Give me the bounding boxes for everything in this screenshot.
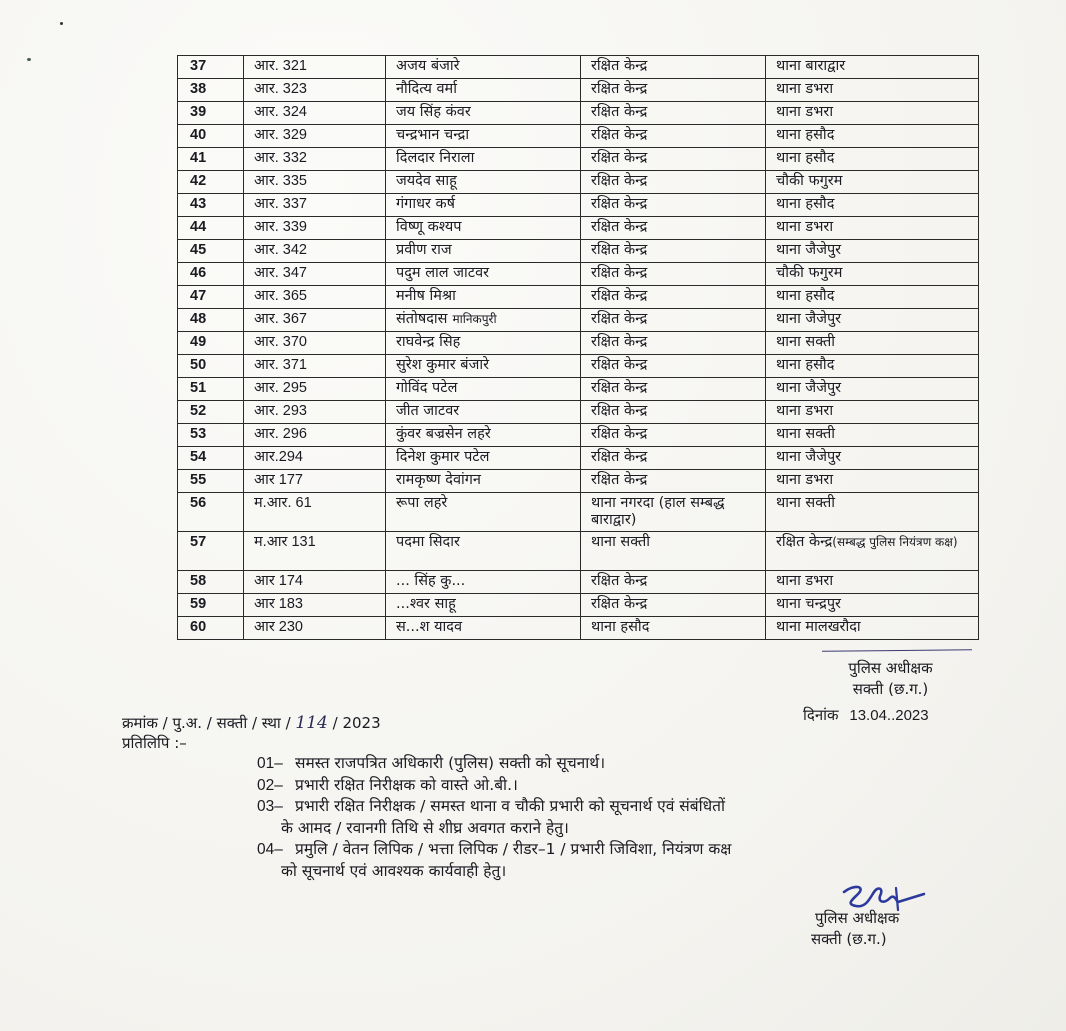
ref-prefix: क्रमांक / पु.अ. / सक्ती / स्था / — [122, 714, 291, 732]
employee-name-text: जयदेव साहू — [396, 173, 457, 189]
posted-from-cell — [581, 125, 766, 148]
posted-to-text: थाना हसौद — [776, 196, 835, 212]
posted-from-cell — [581, 56, 766, 79]
badge-number-cell — [244, 56, 386, 79]
employee-name-cell — [386, 401, 581, 424]
badge-number-text: आर. 371 — [254, 357, 307, 373]
badge-number-text: आर. 365 — [254, 288, 307, 304]
employee-name-cell — [386, 470, 581, 493]
employee-name-cell — [386, 309, 581, 332]
posted-to-text: थाना डभरा — [776, 573, 834, 589]
employee-name-cell — [386, 125, 581, 148]
serial-number-text: 58 — [190, 573, 207, 589]
serial-number-cell — [178, 217, 244, 240]
serial-number-cell — [178, 286, 244, 309]
posted-to-cell — [766, 532, 979, 571]
copy-to-list — [257, 753, 977, 882]
serial-number-text: 49 — [190, 334, 207, 350]
badge-number-cell — [244, 532, 386, 571]
employee-name-cell — [386, 355, 581, 378]
serial-number-text: 44 — [190, 219, 207, 235]
table-row — [178, 355, 979, 378]
serial-number-text: 39 — [190, 104, 207, 120]
serial-number-text: 52 — [190, 403, 207, 419]
badge-number-text: आर 174 — [254, 573, 303, 589]
table-row — [178, 532, 979, 571]
serial-number-text: 54 — [190, 449, 207, 465]
copy-item-number: 01– — [257, 755, 283, 772]
serial-number-text: 50 — [190, 357, 207, 373]
posted-to-text: चौकी फगुरम — [776, 265, 843, 281]
badge-number-cell — [244, 102, 386, 125]
serial-number-text: 47 — [190, 288, 207, 304]
employee-name-cell — [386, 532, 581, 571]
badge-number-cell — [244, 470, 386, 493]
badge-number-text: आर. 321 — [254, 58, 307, 74]
posted-from-cell — [581, 532, 766, 571]
posted-from-cell — [581, 217, 766, 240]
posted-to-cell — [766, 571, 979, 594]
posted-from-cell — [581, 332, 766, 355]
ref-suffix: / 2023 — [332, 714, 381, 732]
serial-number-text: 46 — [190, 265, 207, 281]
posted-to-cell — [766, 470, 979, 493]
serial-number-cell — [178, 378, 244, 401]
posted-to-text: थाना हसौद — [776, 357, 835, 373]
posted-to-cell — [766, 194, 979, 217]
table-row — [178, 79, 979, 102]
employee-name-text: पदमा सिदार — [396, 534, 460, 550]
order-date — [803, 705, 929, 725]
posted-to-cell — [766, 424, 979, 447]
table-row — [178, 378, 979, 401]
table-row — [178, 332, 979, 355]
posted-from-text: रक्षित केन्द्र — [591, 288, 648, 304]
posted-from-cell — [581, 148, 766, 171]
badge-number-text: म.आर 131 — [254, 534, 316, 550]
employee-name-text: दिलदार निराला — [396, 150, 475, 166]
posted-to-cell — [766, 309, 979, 332]
posted-to-text: थाना हसौद — [776, 288, 835, 304]
badge-number-text: आर. 293 — [254, 403, 307, 419]
badge-number-text: आर. 324 — [254, 104, 307, 120]
employee-name-text: गोविंद पटेल — [396, 380, 458, 396]
signatory-place: सक्ती (छ.ग.) — [811, 930, 887, 948]
posted-to-note: (सम्बद्ध पुलिस नियंत्रण कक्ष) — [832, 535, 958, 549]
posted-to-cell — [766, 102, 979, 125]
employee-name-cell — [386, 594, 581, 617]
posted-to-text: थाना हसौद — [776, 127, 835, 143]
table-row — [178, 194, 979, 217]
employee-name-text: चन्द्रभान चन्द्रा — [396, 127, 470, 143]
employee-name-text: मनीष मिश्रा — [396, 288, 456, 304]
serial-number-cell — [178, 79, 244, 102]
posted-to-cell — [766, 447, 979, 470]
badge-number-cell — [244, 217, 386, 240]
copy-item — [257, 753, 977, 775]
transfer-table — [177, 55, 979, 640]
posted-from-text: रक्षित केन्द्र — [591, 334, 648, 350]
serial-number-cell — [178, 594, 244, 617]
employee-name-suffix: मानिकपुरी — [452, 312, 497, 326]
posted-from-text: रक्षित केन्द्र — [591, 426, 648, 442]
posted-from-text: रक्षित केन्द्र — [591, 449, 648, 465]
posted-to-text: रक्षित केन्द्र — [776, 534, 833, 550]
posted-to-text: थाना हसौद — [776, 150, 835, 166]
serial-number-cell — [178, 194, 244, 217]
employee-name-text: जीत जाटवर — [396, 403, 460, 419]
ref-number-handwritten: 114 — [295, 713, 328, 733]
employee-name-text: राघवेन्द्र सिह — [396, 334, 461, 350]
badge-number-cell — [244, 263, 386, 286]
serial-number-text: 59 — [190, 596, 207, 612]
badge-number-text: आर. 332 — [254, 150, 307, 166]
employee-name-text: कुंवर बज्रसेन लहरे — [396, 426, 491, 442]
posted-to-text: थाना डभरा — [776, 403, 834, 419]
posted-from-cell — [581, 493, 766, 532]
employee-name-text: गंगाधर कर्ष — [396, 196, 456, 212]
employee-name-text: दिनेश कुमार पटेल — [396, 449, 490, 465]
copy-item-text: प्रमुलि / वेतन लिपिक / भत्ता लिपिक / रीडर–1 / प्रभारी जिविशा, नियंत्रण कक्ष — [295, 840, 732, 858]
signatory-bottom — [811, 908, 965, 950]
badge-number-cell — [244, 309, 386, 332]
badge-number-text: म.आर. 61 — [254, 495, 312, 511]
employee-name-text: स...श यादव — [396, 619, 463, 635]
posted-from-text: रक्षित केन्द्र — [591, 573, 648, 589]
posted-from-cell — [581, 594, 766, 617]
badge-number-text: आर. 347 — [254, 265, 307, 281]
employee-name-cell — [386, 148, 581, 171]
posted-from-text: रक्षित केन्द्र — [591, 196, 648, 212]
serial-number-text: 56 — [190, 495, 207, 511]
posted-to-cell — [766, 493, 979, 532]
serial-number-cell — [178, 309, 244, 332]
employee-name-cell — [386, 424, 581, 447]
serial-number-cell — [178, 148, 244, 171]
posted-from-cell — [581, 240, 766, 263]
posted-to-cell — [766, 148, 979, 171]
employee-name-cell — [386, 171, 581, 194]
table-row — [178, 424, 979, 447]
posted-to-cell — [766, 332, 979, 355]
posted-to-text: थाना डभरा — [776, 472, 834, 488]
table-row — [178, 447, 979, 470]
table-row — [178, 148, 979, 171]
copy-item — [257, 796, 977, 818]
posted-from-text: रक्षित केन्द्र — [591, 265, 648, 281]
serial-number-cell — [178, 263, 244, 286]
badge-number-cell — [244, 571, 386, 594]
employee-name-text: अजय बंजारे — [396, 58, 460, 74]
table-row — [178, 594, 979, 617]
posted-to-cell — [766, 617, 979, 640]
serial-number-text: 53 — [190, 426, 207, 442]
posted-to-text: थाना सक्ती — [776, 495, 836, 511]
badge-number-cell — [244, 594, 386, 617]
posted-from-text: रक्षित केन्द्र — [591, 219, 648, 235]
table-row — [178, 102, 979, 125]
copy-item-number: 04– — [257, 841, 283, 858]
order-reference — [122, 713, 381, 733]
copy-item — [257, 839, 977, 861]
posted-to-text: थाना बाराद्वार — [776, 58, 846, 74]
copy-item-continuation: को सूचनार्थ एवं आवश्यक कार्यवाही हेतु। — [281, 861, 507, 880]
posted-from-text: रक्षित केन्द्र — [591, 596, 648, 612]
serial-number-cell — [178, 571, 244, 594]
serial-number-text: 57 — [190, 534, 207, 550]
posted-from-cell — [581, 263, 766, 286]
posted-from-cell — [581, 401, 766, 424]
serial-number-cell — [178, 56, 244, 79]
signatory-place: सक्ती (छ.ग.) — [852, 680, 929, 698]
serial-number-cell — [178, 470, 244, 493]
badge-number-text: आर. 370 — [254, 334, 307, 350]
table-row — [178, 493, 979, 532]
employee-name-cell — [386, 240, 581, 263]
table-row — [178, 286, 979, 309]
table-row — [178, 309, 979, 332]
serial-number-text: 37 — [190, 58, 207, 74]
employee-name-cell — [386, 571, 581, 594]
table-row — [178, 217, 979, 240]
posted-to-cell — [766, 355, 979, 378]
badge-number-text: आर. 342 — [254, 242, 307, 258]
serial-number-cell — [178, 493, 244, 532]
serial-number-cell — [178, 332, 244, 355]
serial-number-cell — [178, 240, 244, 263]
copy-item-text: समस्त राजपत्रित अधिकारी (पुलिस) सक्ती को सूचनार्थ। — [295, 754, 606, 772]
posted-from-text: थाना हसौद — [591, 619, 650, 635]
signatory-designation: पुलिस अधीक्षक — [848, 659, 933, 677]
badge-number-text: आर. 295 — [254, 380, 307, 396]
employee-name-text: संतोषदास — [396, 311, 448, 327]
posted-to-text: थाना सक्ती — [776, 334, 836, 350]
serial-number-cell — [178, 171, 244, 194]
badge-number-cell — [244, 194, 386, 217]
serial-number-text: 40 — [190, 127, 207, 143]
posted-from-cell — [581, 617, 766, 640]
copy-item-continuation: के आमद / रवानगी तिथि से शीघ्र अवगत कराने हेतु। — [281, 818, 569, 837]
copy-to-heading: प्रतिलिपि :– — [122, 734, 187, 752]
signature-rule — [822, 649, 972, 652]
posted-to-cell — [766, 263, 979, 286]
posted-to-text: थाना जैजेपुर — [776, 449, 842, 465]
date-label: दिनांक — [803, 706, 839, 724]
employee-name-text: रूपा लहरे — [396, 495, 448, 511]
serial-number-text: 38 — [190, 81, 207, 97]
posted-to-text: थाना डभरा — [776, 219, 834, 235]
badge-number-cell — [244, 355, 386, 378]
serial-number-text: 55 — [190, 472, 207, 488]
copy-item-number: 02– — [257, 776, 283, 794]
posted-from-text: रक्षित केन्द्र — [591, 104, 648, 120]
badge-number-text: आर.294 — [254, 449, 303, 465]
employee-name-text: पदुम लाल जाटवर — [396, 265, 490, 281]
badge-number-cell — [244, 424, 386, 447]
badge-number-cell — [244, 171, 386, 194]
table-row — [178, 571, 979, 594]
posted-to-text: थाना जैजेपुर — [776, 380, 842, 396]
posted-from-cell — [581, 424, 766, 447]
badge-number-cell — [244, 148, 386, 171]
serial-number-cell — [178, 447, 244, 470]
posted-from-text: रक्षित केन्द्र — [591, 380, 648, 396]
posted-from-text: रक्षित केन्द्र — [591, 311, 648, 327]
employee-name-cell — [386, 194, 581, 217]
employee-name-cell — [386, 102, 581, 125]
employee-name-text: जय सिंह कंवर — [396, 104, 471, 120]
posted-to-cell — [766, 171, 979, 194]
table-row — [178, 617, 979, 640]
employee-name-cell — [386, 617, 581, 640]
posted-to-cell — [766, 217, 979, 240]
employee-name-cell — [386, 263, 581, 286]
posted-to-text: थाना डभरा — [776, 81, 834, 97]
table-row — [178, 125, 979, 148]
serial-number-cell — [178, 355, 244, 378]
employee-name-cell — [386, 378, 581, 401]
signatory-designation: पुलिस अधीक्षक — [815, 909, 900, 927]
employee-name-text: प्रवीण राज — [396, 242, 452, 258]
employee-name-cell — [386, 79, 581, 102]
posted-to-text: थाना डभरा — [776, 104, 834, 120]
badge-number-text: आर 183 — [254, 596, 303, 612]
posted-to-cell — [766, 286, 979, 309]
copy-item-text: प्रभारी रक्षित निरीक्षक / समस्त थाना व चौकी प्रभारी को सूचनार्थ एवं संबंधितों — [295, 797, 726, 815]
posted-to-cell — [766, 401, 979, 424]
badge-number-cell — [244, 378, 386, 401]
table-row — [178, 56, 979, 79]
posted-from-cell — [581, 378, 766, 401]
posted-to-text: थाना जैजेपुर — [776, 242, 842, 258]
posted-to-cell — [766, 378, 979, 401]
posted-to-text: थाना चन्द्रपुर — [776, 596, 841, 612]
table-row — [178, 240, 979, 263]
serial-number-cell — [178, 401, 244, 424]
badge-number-cell — [244, 286, 386, 309]
copy-item — [257, 775, 977, 797]
serial-number-cell — [178, 617, 244, 640]
date-value: 13.04..2023 — [849, 707, 929, 724]
posted-to-cell — [766, 56, 979, 79]
posted-from-cell — [581, 102, 766, 125]
posted-from-cell — [581, 171, 766, 194]
posted-from-cell — [581, 309, 766, 332]
employee-name-text: विष्णू कश्यप — [396, 219, 462, 235]
badge-number-cell — [244, 617, 386, 640]
posted-from-cell — [581, 79, 766, 102]
posted-from-cell — [581, 286, 766, 309]
serial-number-cell — [178, 424, 244, 447]
employee-name-text: नौदित्य वर्मा — [396, 81, 457, 97]
posted-from-text: थाना सक्ती — [591, 534, 651, 550]
employee-name-text: सुरेश कुमार बंजारे — [396, 357, 490, 373]
employee-name-cell — [386, 447, 581, 470]
employee-name-cell — [386, 493, 581, 532]
serial-number-text: 51 — [190, 380, 207, 396]
posted-from-cell — [581, 355, 766, 378]
serial-number-text: 41 — [190, 150, 207, 166]
badge-number-text: आर. 335 — [254, 173, 307, 189]
serial-number-text: 60 — [190, 619, 207, 635]
serial-number-cell — [178, 125, 244, 148]
posted-from-text: थाना नगरदा (हाल सम्बद्ध बाराद्वार) — [591, 495, 725, 528]
serial-number-text: 45 — [190, 242, 207, 258]
posted-from-text: रक्षित केन्द्र — [591, 127, 648, 143]
posted-from-cell — [581, 194, 766, 217]
employee-name-text: ... सिंह कु... — [396, 573, 466, 589]
employee-name-cell — [386, 56, 581, 79]
badge-number-text: आर. 339 — [254, 219, 307, 235]
employee-name-cell — [386, 286, 581, 309]
posted-to-text: थाना जैजेपुर — [776, 311, 842, 327]
employee-name-cell — [386, 217, 581, 240]
posted-from-text: रक्षित केन्द्र — [591, 472, 648, 488]
serial-number-text: 42 — [190, 173, 207, 189]
posted-to-text: थाना मालखरौदा — [776, 619, 861, 635]
employee-name-text: रामकृष्ण देवांगन — [396, 472, 481, 488]
signatory-top — [823, 658, 958, 700]
badge-number-cell — [244, 125, 386, 148]
copy-item-number: 03– — [257, 798, 283, 815]
serial-number-text: 48 — [190, 311, 207, 327]
table-row — [178, 401, 979, 424]
posted-from-text: रक्षित केन्द्र — [591, 403, 648, 419]
posted-to-cell — [766, 79, 979, 102]
paper-speck — [60, 22, 63, 25]
posted-from-text: रक्षित केन्द्र — [591, 357, 648, 373]
badge-number-cell — [244, 447, 386, 470]
badge-number-text: आर. 337 — [254, 196, 307, 212]
posted-from-cell — [581, 571, 766, 594]
posted-from-text: रक्षित केन्द्र — [591, 81, 648, 97]
badge-number-cell — [244, 79, 386, 102]
posted-to-text: थाना सक्ती — [776, 426, 836, 442]
paper-speck — [27, 58, 31, 61]
badge-number-text: आर. 367 — [254, 311, 307, 327]
employee-name-cell — [386, 332, 581, 355]
badge-number-text: आर 230 — [254, 619, 303, 635]
badge-number-text: आर. 329 — [254, 127, 307, 143]
posted-to-cell — [766, 125, 979, 148]
posted-from-text: रक्षित केन्द्र — [591, 58, 648, 74]
badge-number-text: आर. 296 — [254, 426, 307, 442]
badge-number-cell — [244, 493, 386, 532]
badge-number-text: आर. 323 — [254, 81, 307, 97]
badge-number-cell — [244, 240, 386, 263]
posted-from-cell — [581, 470, 766, 493]
posted-to-cell — [766, 594, 979, 617]
serial-number-cell — [178, 102, 244, 125]
posted-from-text: रक्षित केन्द्र — [591, 173, 648, 189]
employee-name-text: ...श्वर साहू — [396, 596, 456, 612]
copy-item-text: प्रभारी रक्षित निरीक्षक को वास्ते ओ.बी.। — [295, 775, 518, 794]
posted-from-cell — [581, 447, 766, 470]
posted-to-cell — [766, 240, 979, 263]
table-row — [178, 171, 979, 194]
serial-number-cell — [178, 532, 244, 571]
posted-from-text: रक्षित केन्द्र — [591, 150, 648, 166]
table-row — [178, 470, 979, 493]
badge-number-text: आर 177 — [254, 472, 303, 488]
table-row — [178, 263, 979, 286]
badge-number-cell — [244, 332, 386, 355]
posted-from-text: रक्षित केन्द्र — [591, 242, 648, 258]
posted-to-text: चौकी फगुरम — [776, 173, 843, 189]
serial-number-text: 43 — [190, 196, 207, 212]
badge-number-cell — [244, 401, 386, 424]
